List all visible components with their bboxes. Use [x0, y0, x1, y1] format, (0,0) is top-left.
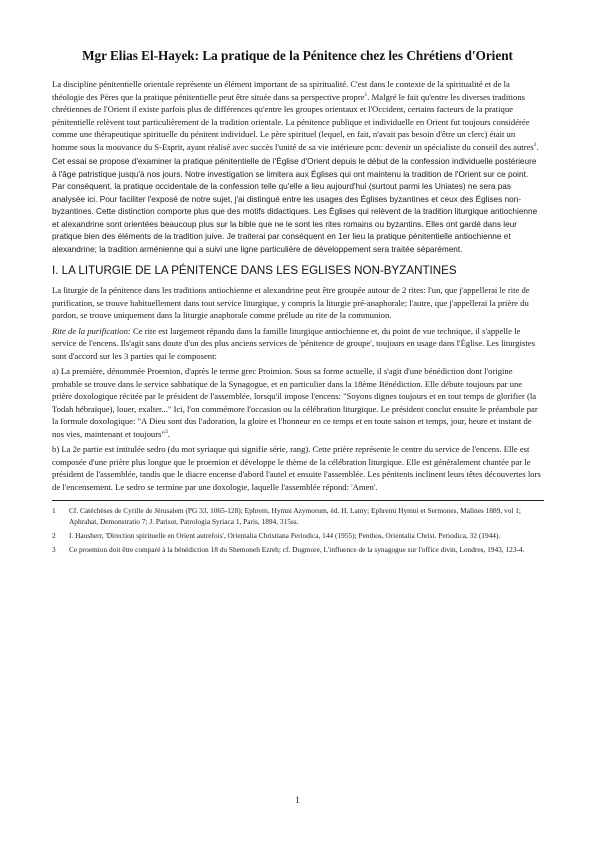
paragraph-purification-rite [52, 325, 543, 363]
page-number: 1 [295, 796, 300, 806]
footnote-1 [52, 506, 543, 527]
footnote-number: 3 [52, 544, 56, 554]
paragraph-intro [52, 78, 543, 153]
paragraph-proemion [52, 365, 543, 440]
paragraph-liturgy-rites: La liturgie de la pénitence dans les traditions antiochienne et alexandrine peut être groupée autour de 2 rites: l'un, que j'appellerai le rite de purification, se trouve habituellement dans tout service liturgique, y compris la liturgie pré-anaphorale; l'autre, que j'appellerai la prière du pardon, se trouve uniquement dans la liturgie anaphorale comme prélude au rite de la communion. [52, 285, 530, 320]
footnote-2 [52, 531, 543, 542]
footnote-text: I. Hausherr, 'Direction spirituelle en Orient autrefois', Orientalia Christiana Periodica, 144 (1955); Penthos, Orientalia Christ. Periodica, 32 (1944). [69, 530, 501, 540]
footnote-ref-2: 2 [533, 141, 537, 148]
footnote-text: Ce proemion doit être comparé à la bénédiction 18 du Shemoneh Ezreh; cf. Dugmore, L'influence de la synagogue sur l'office divin, Londres, 1943, 123-4. [69, 544, 525, 554]
document-title: Mgr Elias El-Hayek: La pratique de la Pénitence chez les Chrétiens d'Orient [82, 48, 513, 63]
footnote-ref-3: 3 [165, 428, 168, 435]
proemion-text-b: . [167, 428, 170, 439]
footnote-number: 2 [52, 530, 56, 540]
section-heading: I. LA LITURGIE DE LA PÉNITENCE DANS LES EGLISES NON-BYZANTINES [52, 264, 457, 277]
paragraph-intro-text-a: La discipline pénitentielle orientale représente un élément important de sa spiritualité. C'est dans le contexte de la spiritualité et de la théologie des Pères que la pratique pénitentielle peut être située dans sa perspective propre [52, 79, 510, 102]
footnote-divider [52, 500, 544, 501]
rite-label: Rite de la purification: [52, 325, 131, 336]
paragraph-intro-text-c: . [536, 141, 539, 152]
rite-text: Ce rite est largement répandu dans la famille liturgique antiochienne et, du point de vue technique, il s'appelle le service de l'encens. Ils'agit sans doute d'un des plus anciens services de 'pénitence de groupe', toujours en usage dans l'Église. Les liturgistes sont d'accord sur les 3 parties qui le composent: [52, 325, 535, 361]
paragraph-intro-text-b: . Malgré le fait qu'entre les diverses traditions chrétiennes de l'Orient il existe parfois plus de différences qu'entre les groupes orientaux et l'Occident, certains facteurs de la pratique pénitentielle relèvent tout particulièrement de la tradition orientale. La pénitence publique et individuelle en Orient fut toujours considérée comme une thérapeutique spirituelle du pénitent individuel. Le père spirituel (lequel, en fait, n'avait pas besoin d'être un clerc) était un homme sous la mouvance du S-Esprit, ayant réalisé avec succès l'unité de sa vie intérieure pcm: devenir un spécialiste du conseil des autres [52, 91, 534, 152]
footnote-ref-1: 1 [364, 91, 368, 98]
footnote-number: 1 [52, 506, 56, 515]
paragraph-essay-scope: Cet essai se propose d'examiner la pratique pénitentielle de l'Église d'Orient depuis le début de la confession individuelle postérieure à l'âge patristique jusqu'à nos jours. Notre investigation se limitera aux Églises qui ont maintenu la tradition de l'Orient sur ce point. Par conséquent, la pratique occidentale de la confession telle qu'elle a lieu aujourd'hui (surtout parmi les Uniates) ne sera pas analysée ici. Pour faciliter l'exposé de notre sujet, j'ai distingué entre les usages des Églises byzantines et ceux des Églises non-byzantines. Cette distinction comporte plus que des motifs didactiques. Les Églises qui relèvent de la tradition liturgique antiochienne et alexandrine sont orientées beaucoup plus sur la bible que ne le sont les rites romains ou byzantins. Elles ont gardé dans leur pratique bien des éléments de la tradition juive. Je traiterai par conséquent en 1er lieu la pratique pénitentielle antiochienne et alexandrine; la tradition arménienne qui a suivi une ligne particulière de développement sera traitée séparément. [52, 157, 538, 254]
footnote-text: Cf. Catéchèses de Cyrille de Jérusalem (PG 33, 1065-128); Ephrem, Hymni Azymorum, éd. H. Lamy; Ephremi Hymni et Sermones, Malines 1889, vol 1; Aphrahat, Demonstratio 7; J. Parisot, Patrologia Syriaca 1, Paris, 1894, 315ss. [69, 506, 521, 526]
proemion-text-a: a) La première, dénommée Proemion, d'après le terme grec Proimion. Sous sa forme actuelle, il s'agit d'une bénédiction dont l'origine probable se trouve dans le service sabbatique de la Synagogue, et en particulier dans la 18ème Bénédiction. Elle débute toujours par une prière doxologique récitée par le président de l'assemblée, lorsqu'il impose l'encens: "Soyons dignes toujours et en tout temps de glorifier (la Todah hébraïque), louer, exalter..." Ici, l'on commémore l'occasion ou la célébration liturgique. Le président conclut ensuite le préambule par la formule doxologique: "A Dieu sont dus l'adoration, la gloire et l'honneur en ce temps et en toute saison et temps, jour, heure et instant de nos vies, maintenant et toujours" [52, 366, 538, 439]
paragraph-sedro: b) La 2e partie est intitulée sedro (du mot syriaque qui signifie série, rang). Cette prière représente le centre du service de l'encens. Elle est composée d'une prière plus longue que le proemion et développe le thème de la célébration liturgique. Elle est généralement chantée par le président de l'assemblée, tandis que le diacre encense d'abord l'autel et ensuite l'assemblée. Les pénitents inclinent leurs têtes découvertes lors de l'encensement. Le sedro se termine par une doxologie, laquelle l'assemblée répond: 'Amen'. [52, 444, 541, 492]
footnote-3 [52, 545, 543, 556]
